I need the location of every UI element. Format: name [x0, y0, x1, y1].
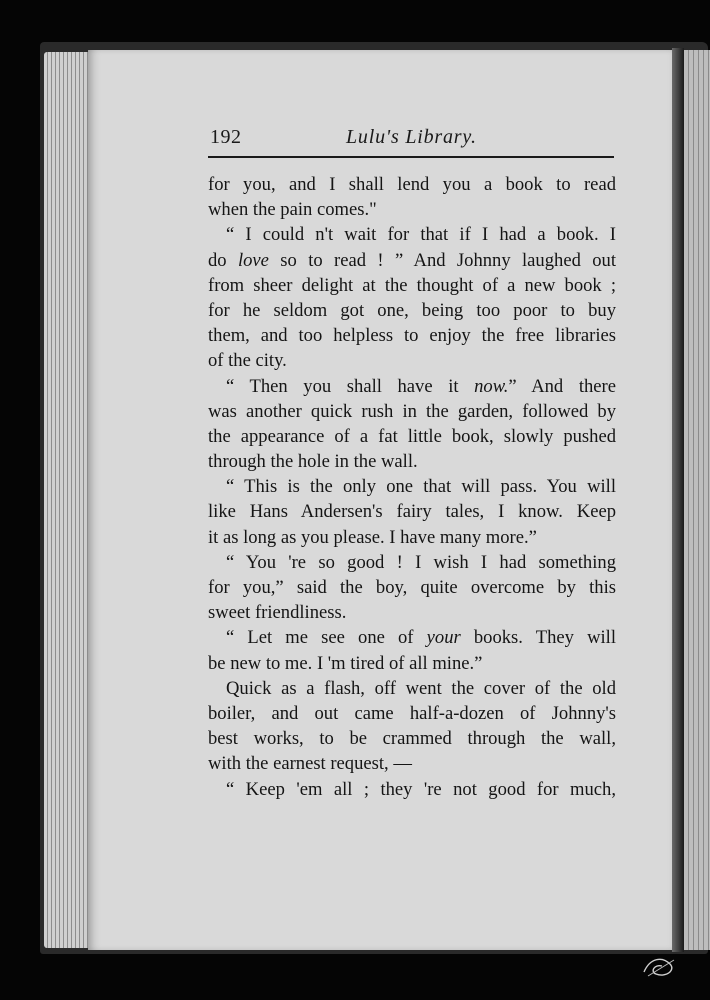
text-run: “ Then you shall have it [226, 375, 475, 397]
running-header [208, 124, 614, 154]
library-stamp-icon [640, 952, 680, 980]
text-line: “ This is the only one that will pass. You will [226, 476, 616, 498]
text-line: be new to me. I 'm tired of all mine.” [208, 652, 483, 674]
body-text [208, 172, 616, 802]
text-line: boiler, and out came half-a-dozen of Johnny's [208, 702, 616, 724]
text-line: like Hans Andersen's fairy tales, I know. Keep [208, 501, 616, 523]
text-line: them, and too helpless to enjoy the free libraries [208, 325, 616, 347]
emphasis-text: now. [474, 375, 509, 397]
text-line: was another quick rush in the garden, followed by [208, 400, 616, 422]
page-number: 192 [210, 126, 242, 148]
text-line: best works, to be crammed through the wall, [208, 728, 616, 750]
text-line: it as long as you please. I have many more.” [208, 526, 537, 548]
text-line: “ I could n't wait for that if I had a book. I [226, 224, 616, 246]
book-gutter [672, 48, 684, 952]
running-title: Lulu's Library. [346, 126, 477, 148]
emphasis-text: your [426, 627, 461, 649]
text-line: sweet friendliness. [208, 602, 347, 624]
text-line [208, 625, 616, 650]
text-line [208, 248, 616, 273]
text-line: when the pain comes." [208, 199, 377, 221]
text-line: Quick as a flash, off went the cover of the old [226, 677, 616, 699]
text-line: of the city. [208, 350, 287, 372]
text-line: with the earnest request, — [208, 753, 412, 775]
text-run: books. They will [460, 627, 617, 649]
text-line: “ You 're so good ! I wish I had something [226, 551, 616, 573]
text-line: the appearance of a fat little book, slowly pushed [208, 425, 616, 447]
text-run: do [208, 249, 238, 271]
emphasis-text: love [237, 249, 269, 271]
text-line: through the hole in the wall. [208, 451, 418, 473]
text-run: “ Let me see one of [226, 627, 427, 649]
text-line: for you, and I shall lend you a book to read [208, 174, 616, 195]
text-line: for you,” said the boy, quite overcome by this [208, 577, 616, 598]
text-line [208, 374, 616, 399]
header-rule [208, 156, 614, 158]
facing-page-edge [684, 50, 710, 950]
text-line: for he seldom got one, being too poor to buy [208, 299, 616, 321]
page-edges [44, 52, 92, 948]
text-line: “ Keep 'em all ; they 're not good for much, [226, 778, 616, 800]
text-run: ” And there [508, 375, 616, 397]
text-run: so to read ! ” And Johnny laughed out [268, 249, 616, 271]
text-line: from sheer delight at the thought of a new book ; [208, 274, 616, 296]
